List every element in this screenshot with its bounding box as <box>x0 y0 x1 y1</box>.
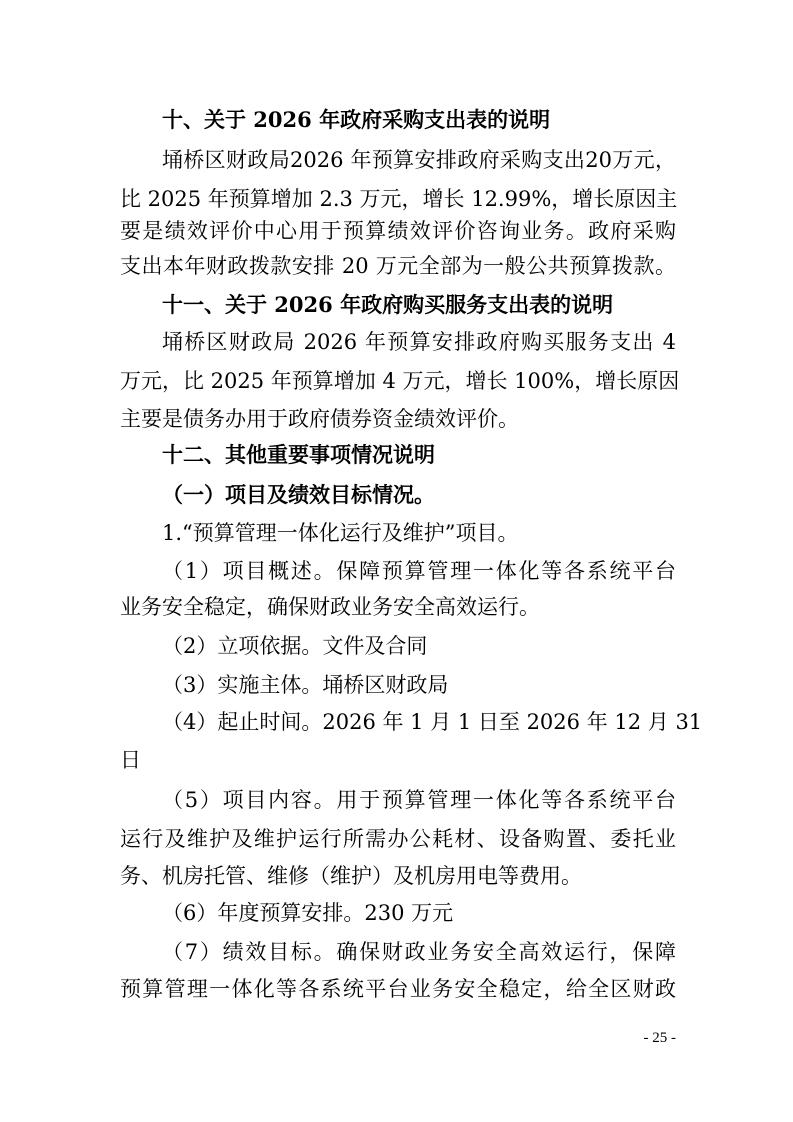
paragraph-line: （3）实施主体。埇桥区财政局 <box>162 673 449 697</box>
paragraph-line: （6）年度预算安排。230 万元 <box>162 901 454 925</box>
section-heading-10: 十、关于 2026 年政府采购支出表的说明 <box>162 107 551 132</box>
paragraph-line: 比 2025 年预算增加 2.3 万元，增长 12.99%，增长原因主 <box>120 187 678 211</box>
page-number: - 25 - <box>643 1030 676 1046</box>
paragraph-line: 业务安全稳定，确保财政业务安全高效运行。 <box>120 595 540 619</box>
item-title: 1.“预算管理一体化运行及维护”项目。 <box>162 521 519 545</box>
paragraph-line: （7）绩效目标。确保财政业务安全高效运行，保障 <box>162 940 676 964</box>
paragraph-line: 预算管理一体化等各系统平台业务安全稳定，给全区财政 <box>120 977 676 1001</box>
paragraph-line: 万元，比 2025 年预算增加 4 万元，增长 100%，增长原因 <box>120 369 680 393</box>
paragraph-line: （2）立项依据。文件及合同 <box>162 634 428 658</box>
paragraph-line: 务、机房托管、维修（维护）及机房用电等费用。 <box>120 864 582 888</box>
subsection-heading: （一）项目及绩效目标情况。 <box>162 482 435 507</box>
paragraph-line: 埇桥区财政局 2026 年预算安排政府购买服务支出 4 <box>162 330 676 354</box>
paragraph-line: （4）起止时间。2026 年 1 月 1 日至 2026 年 12 月 31 <box>162 710 703 734</box>
paragraph-line: 支出本年财政拨款安排 20 万元全部为一般公共预算拨款。 <box>120 254 676 278</box>
paragraph-line: 主要是债务办用于政府债券资金绩效评价。 <box>120 407 519 431</box>
section-heading-12: 十二、其他重要事项情况说明 <box>162 442 435 467</box>
section-heading-11: 十一、关于 2026 年政府购买服务支出表的说明 <box>162 292 614 317</box>
paragraph-line: （5）项目内容。用于预算管理一体化等各系统平台 <box>162 788 676 812</box>
paragraph-line: 埇桥区财政局2026 年预算安排政府采购支出20万元， <box>162 148 676 172</box>
paragraph-line: 要是绩效评价中心用于预算绩效评价咨询业务。政府采购 <box>120 219 676 243</box>
paragraph-line: （1）项目概述。保障预算管理一体化等各系统平台 <box>162 559 676 583</box>
paragraph-line: 日 <box>120 748 141 772</box>
paragraph-line: 运行及维护及维护运行所需办公耗材、设备购置、委托业 <box>120 827 676 851</box>
